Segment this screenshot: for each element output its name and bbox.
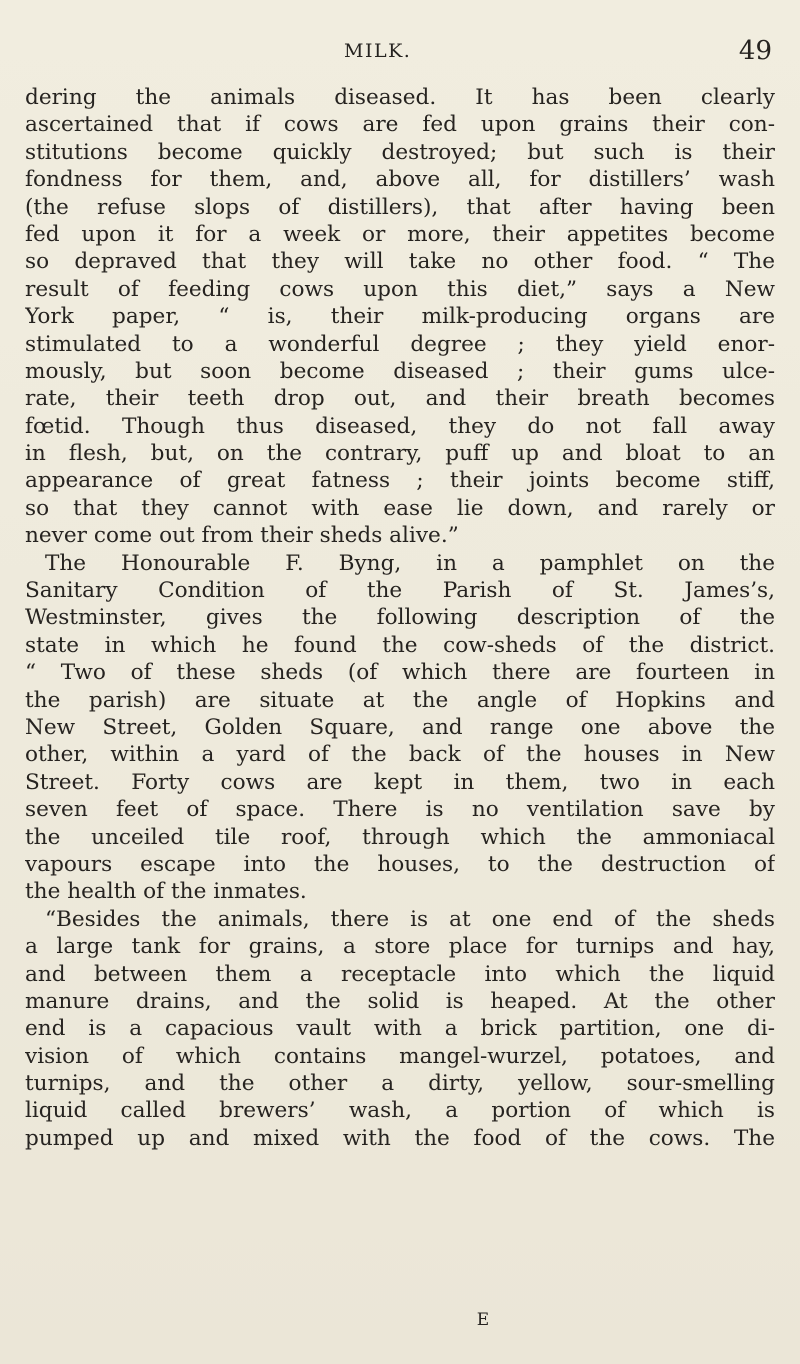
text-line: vision of which contains mangel-wurzel, potatoes, and	[25, 1043, 775, 1069]
text-line: result of feeding cows upon this diet,” says a New	[25, 276, 775, 302]
text-line: stimulated to a wonderful degree ; they yield enor-	[25, 331, 775, 357]
text-line: rate, their teeth drop out, and their breath becomes	[25, 386, 775, 412]
paragraph-start-line: The Honourable F. Byng, in a pamphlet on the	[45, 550, 775, 576]
text-line: mously, but soon become diseased ; their gums ulce-	[25, 358, 775, 384]
text-line: Westminster, gives the following description of the	[25, 605, 775, 631]
text-line: turnips, and the other a dirty, yellow, sour-smelling	[25, 1071, 775, 1097]
text-line: in flesh, but, on the contrary, puff up and bloat to an	[25, 441, 775, 467]
text-line: pumped up and mixed with the food of the cows. The	[25, 1125, 775, 1151]
text-line: vapours escape into the houses, to the destruction of	[25, 851, 775, 877]
text-line: ascertained that if cows are fed upon grains their con-	[25, 112, 775, 138]
text-line: appearance of great fatness ; their joints become stiff,	[25, 468, 775, 494]
text-line: York paper, “ is, their milk-producing organs are	[25, 304, 775, 330]
text-line: liquid called brewers’ wash, a portion of which is	[25, 1098, 775, 1124]
paragraph-end-line: never come out from their sheds alive.”	[25, 523, 459, 549]
text-line: manure drains, and the solid is heaped. At the other	[25, 988, 775, 1014]
text-line: a large tank for grains, a store place for turnips and hay,	[25, 934, 775, 960]
text-line: the parish) are situate at the angle of Hopkins and	[25, 687, 775, 713]
text-line: New Street, Golden Square, and range one above the	[25, 714, 775, 740]
text-line: so depraved that they will take no other food. “ The	[25, 249, 775, 275]
running-head	[0, 36, 800, 66]
text-line: “ Two of these sheds (of which there are fourteen in	[25, 660, 775, 686]
page-number: 49	[738, 36, 772, 66]
text-line: Street. Forty cows are kept in them, two in each	[25, 769, 775, 795]
text-line: fondness for them, and, above all, for distillers’ wash	[25, 167, 775, 193]
text-line: (the refuse slops of distillers), that after having been	[25, 194, 775, 220]
text-line: the unceiled tile roof, through which the ammoniacal	[25, 824, 775, 850]
running-title: MILK.	[344, 40, 412, 62]
text-line: seven feet of space. There is no ventilation save by	[25, 797, 775, 823]
text-line: so that they cannot with ease lie down, and rarely or	[25, 495, 775, 521]
text-line: stitutions become quickly destroyed; but such is their	[25, 139, 775, 165]
paragraph-start-line: “Besides the animals, there is at one end of the sheds	[45, 906, 775, 932]
text-line: end is a capacious vault with a brick partition, one di-	[25, 1016, 775, 1042]
paragraph-end-line: the health of the inmates.	[25, 879, 307, 905]
body-text	[25, 84, 775, 1152]
text-line: and between them a receptacle into which the liquid	[25, 961, 775, 987]
text-line: Sanitary Condition of the Parish of St. James’s,	[25, 578, 775, 604]
text-line: fed upon it for a week or more, their appetites become	[25, 221, 775, 247]
text-line: other, within a yard of the back of the houses in New	[25, 742, 775, 768]
signature-mark: E	[476, 1310, 490, 1330]
text-line: fœtid. Though thus diseased, they do not fall away	[25, 413, 775, 439]
text-line: dering the animals diseased. It has been clearly	[25, 85, 775, 110]
text-line: state in which he found the cow-sheds of the district.	[25, 632, 775, 658]
